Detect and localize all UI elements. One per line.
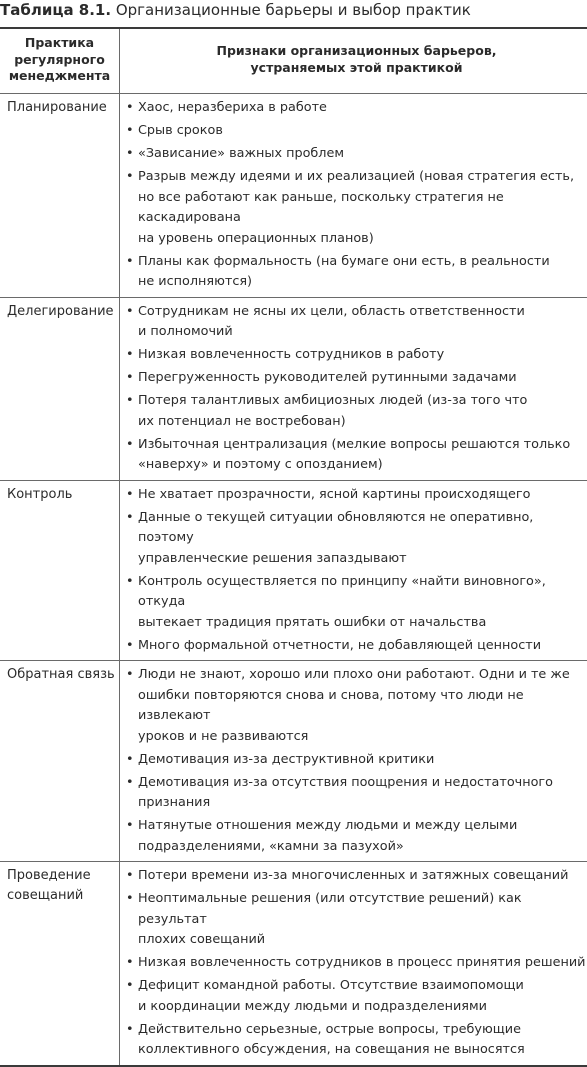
barrier-list [126, 98, 587, 293]
list-item: • Контроль осуществляется по принципу «найти виновного», откуда вытекает традиция прятать ошибки от начальства [126, 572, 587, 634]
table-body [0, 94, 587, 1067]
list-item: • Неоптимальные решения (или отсутствие решений) как результат плохих совещаний [126, 889, 587, 951]
table-number: Таблица 8.1. [0, 1, 112, 19]
table-row [0, 298, 587, 481]
list-item: • Много формальной отчетности, не добавляющей ценности [126, 636, 587, 657]
list-item: • «Зависание» важных проблем [126, 144, 587, 165]
table-title: Организационные барьеры и выбор практик [115, 1, 471, 19]
list-item: • Натянутые отношения между людьми и между целыми подразделениями, «камни за пазухой» [126, 816, 587, 857]
table-row [0, 94, 587, 298]
barrier-signs [120, 298, 587, 480]
list-item: • Данные о текущей ситуации обновляются не оперативно, поэтому управленческие решения запаздывают [126, 508, 587, 570]
practice-name: Контроль [0, 481, 120, 661]
barrier-signs [120, 661, 587, 861]
list-item: • Люди не знают, хорошо или плохо они работают. Одни и те же ошибки повторяются снова и снова, потому что люди не извлекают уроков и не развиваются [126, 665, 587, 747]
barrier-signs [120, 862, 587, 1065]
list-item: • Планы как формальность (на бумаге они есть, в реальности не исполняются) [126, 252, 587, 293]
header-practice: Практика регулярного менеджмента [0, 29, 120, 93]
header-signs: Признаки организационных барьеров, устраняемых этой практикой [216, 43, 497, 75]
table-row [0, 862, 587, 1067]
practice-name: Обратная связь [0, 661, 120, 861]
list-item: • Низкая вовлеченность сотрудников в процесс принятия решений [126, 953, 587, 974]
table-caption [0, 0, 587, 22]
list-item: • Потеря талантливых амбициозных людей (из-за того что их потенциал не востребован) [126, 391, 587, 432]
list-item: • Потери времени из-за многочисленных и затяжных совещаний [126, 866, 587, 887]
list-item: • Демотивация из-за отсутствия поощрения и недостаточного признания [126, 773, 587, 814]
list-item: • Избыточная централизация (мелкие вопросы решаются только «наверху» и поэтому с опозданием) [126, 435, 587, 476]
list-item: • Дефицит командной работы. Отсутствие взаимопомощи и координации между людьми и подразделениями [126, 976, 587, 1017]
table-row [0, 661, 587, 862]
barrier-signs [120, 481, 587, 661]
list-item: • Перегруженность руководителей рутинными задачами [126, 368, 587, 389]
table-header-row [0, 29, 587, 94]
barrier-signs [120, 94, 587, 297]
barrier-list [126, 866, 587, 1061]
list-item: • Низкая вовлеченность сотрудников в работу [126, 345, 587, 366]
barrier-list [126, 665, 587, 857]
practice-name: Делегирование [0, 298, 120, 480]
list-item: • Действительно серьезные, острые вопросы, требующие коллективного обсуждения, на совещания не выносятся [126, 1020, 587, 1061]
practice-name: Проведение совещаний [0, 862, 120, 1065]
list-item: • Не хватает прозрачности, ясной картины происходящего [126, 485, 587, 506]
barrier-list [126, 485, 587, 657]
list-item: • Сотрудникам не ясны их цели, область ответственности и полномочий [126, 302, 587, 343]
list-item: • Демотивация из-за деструктивной критики [126, 750, 587, 771]
list-item: • Разрыв между идеями и их реализацией (новая стратегия есть, но все работают как раньше, поскольку стратегия не каскадирована на уровень операционных планов) [126, 167, 587, 249]
list-item: • Срыв сроков [126, 121, 587, 142]
table-row [0, 481, 587, 662]
list-item: • Хаос, неразбериха в работе [126, 98, 587, 119]
barrier-list [126, 302, 587, 476]
barriers-table [0, 27, 587, 1067]
practice-name: Планирование [0, 94, 120, 297]
